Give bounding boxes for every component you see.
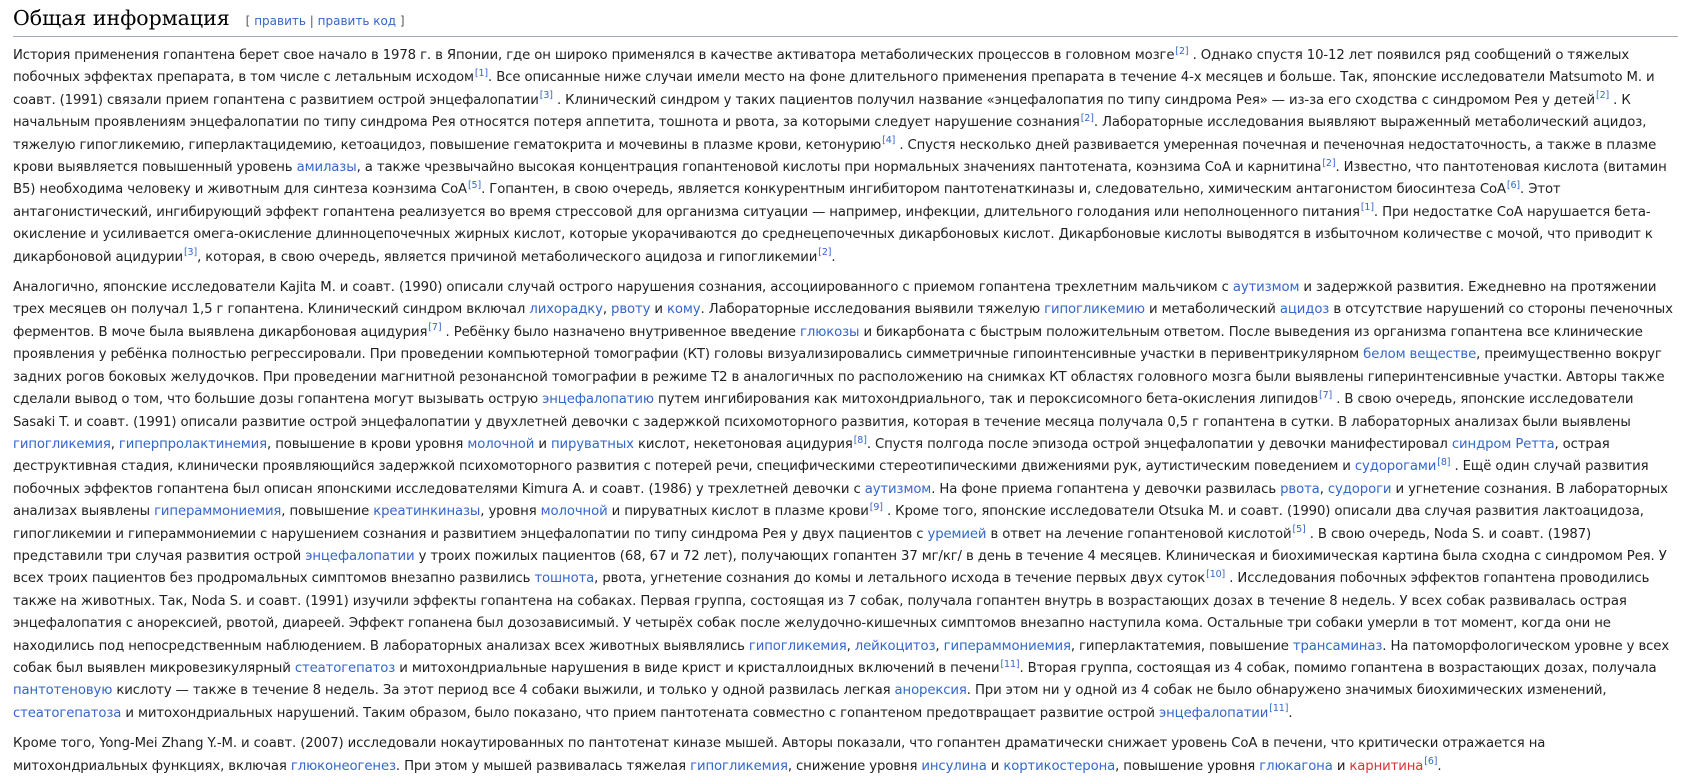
text-run: , bbox=[846, 638, 855, 654]
text-run: . Спустя несколько дней развивается умеренная почечная и печеночная недостаточность, а также в плазме крови выявляется повышенный уровень bbox=[13, 137, 1657, 176]
article-section bbox=[13, 6, 1678, 778]
wiki-link[interactable]: ацидоз bbox=[1279, 302, 1330, 318]
wiki-link[interactable]: уремией bbox=[927, 526, 987, 542]
wiki-link[interactable]: кортикостерона bbox=[1003, 758, 1116, 774]
footnote-ref[interactable]: [1] bbox=[1360, 202, 1374, 214]
text-run: в отсутствие нарушений со стороны печеночных ферментов. В моче была выявлена дикарбоновая ацидурия bbox=[13, 302, 1673, 340]
text-run: , гиперлактатемия, повышение bbox=[1070, 638, 1293, 654]
wiki-link[interactable]: кому bbox=[667, 302, 701, 318]
wiki-link[interactable]: молочной bbox=[467, 436, 535, 452]
text-run: . Гопантен, в свою очередь, является конкурентным ингибитором пантотенаткиназы и, следовательно, химическим антагонистом биосинтеза CoA bbox=[481, 182, 1506, 198]
text-run: . На патоморфологическом уровне у всех собак был выявлен микровезикулярный bbox=[13, 638, 1670, 676]
wiki-link[interactable]: синдром Ретта bbox=[1451, 436, 1555, 452]
wiki-link[interactable]: рвота bbox=[1280, 481, 1320, 497]
paragraph-2 bbox=[13, 277, 1678, 725]
section-heading bbox=[13, 6, 1678, 37]
footnote-ref[interactable]: [7] bbox=[428, 322, 442, 334]
text-run: . Спустя полгода после эпизода острой энцефалопатии у девочки манифестировал bbox=[866, 436, 1452, 452]
footnote-ref[interactable]: [10] bbox=[1206, 568, 1226, 580]
text-run: , повышение в крови уровня bbox=[267, 436, 468, 452]
text-run: и bbox=[1332, 758, 1350, 774]
text-run: . Кроме того, японские исследователи Otsuka M. и соавт. (1990) описали два случая развития лактоацидоза, гипогликемии и гипераммониемии с нарушением сознания и развитием энцефалопатии по типу синдрома Рея у двух пациентов с bbox=[13, 504, 1644, 542]
wiki-link[interactable]: рвоту bbox=[611, 302, 651, 318]
text-run: и митохондриальные нарушения в виде крист и кристаллоидных включений в печени bbox=[395, 660, 1000, 676]
text-run: и bbox=[986, 758, 1004, 774]
text-run: . На фоне приема гопантена у девочки развилась bbox=[931, 481, 1281, 497]
text-run: . Лабораторные исследования выявляют выраженный метаболический ацидоз, тяжелую гипогликемию, гиперлактацидемию, кетоацидоз, повышение гематокрита и мочевины в плазме крови, кетонурию bbox=[13, 115, 1647, 153]
wiki-link[interactable]: молочной bbox=[540, 504, 608, 520]
footnote-ref[interactable]: [5] bbox=[467, 180, 482, 192]
footnote-ref[interactable]: [2] bbox=[1322, 157, 1336, 169]
text-run: Кроме того, Yong-Mei Zhang Y.-M. и соавт. (2007) исследовали нокаутированных по пантотенат киназе мышей. Авторы показали, что гопантен драматически снижает уровень CoA в печени, что критически отражается на митохондриальных функциях, включая bbox=[13, 736, 1546, 774]
footnote-ref[interactable]: [2] bbox=[1175, 45, 1189, 57]
wiki-link[interactable]: гипогликемия bbox=[13, 436, 111, 452]
footnote-ref[interactable]: [2] bbox=[1595, 90, 1610, 102]
text-run: и задержкой развития. Ежедневно на протяжении трех месяцев он получал 1,5 г гопантена. Клинический синдром включал bbox=[13, 280, 1657, 318]
text-run: в ответ на лечение гопантеновой кислотой bbox=[986, 526, 1292, 542]
text-run: . К начальным проявлениям энцефалопатии по типу синдрома Рея относятся потеря аппетита, тошнота и рвота, за которыми следует нарушение сознания bbox=[13, 92, 1631, 131]
wiki-link[interactable]: креатинкиназы bbox=[373, 504, 481, 520]
text-run: . Клинический синдром у таких пациентов получил название «энцефалопатия по типу синдрома Рея» — из-за его сходства с синдромом Рея у детей bbox=[552, 92, 1595, 108]
text-run: . В свою очередь, Noda S. и соавт. (1987) представили три случая развития острой bbox=[13, 526, 1592, 564]
wiki-link[interactable]: трансаминаз bbox=[1292, 638, 1383, 654]
wiki-link[interactable]: судороги bbox=[1327, 481, 1392, 497]
text-run: и bbox=[650, 302, 668, 318]
text-run: , уровня bbox=[480, 504, 541, 520]
wiki-link[interactable]: тошнота bbox=[534, 571, 595, 587]
footnote-ref[interactable]: [11] bbox=[1269, 703, 1289, 715]
text-run: , повышение bbox=[281, 504, 374, 520]
edit-link[interactable]: править bbox=[254, 14, 306, 28]
text-run: . Известно, что пантотеновая кислота (витамин B5) необходима человеку и животным для синтеза коэнзима CoA bbox=[13, 160, 1667, 198]
edit-separator: | bbox=[309, 14, 314, 28]
wiki-link[interactable]: пирувaтных bbox=[550, 436, 634, 452]
wiki-link[interactable]: лихорадку bbox=[529, 302, 603, 318]
text-run: и пирувaтных кислот в плазме крови bbox=[607, 504, 869, 520]
text-run: , а также чрезвычайно высокая концентрация гопантеновой кислоты при нормальных значениях пантотената, коэнзима CoA и карнитина bbox=[356, 160, 1322, 176]
text-run: , bbox=[110, 436, 119, 452]
text-run: . Вторая группа, состоящая из 4 собак, помимо гопантена в возрастающих дозах, получала bbox=[1019, 660, 1657, 676]
wiki-link[interactable]: судорогами bbox=[1354, 459, 1437, 475]
footnote-ref[interactable]: [2] bbox=[818, 247, 832, 259]
wiki-link[interactable]: гиперпролактинемия bbox=[118, 436, 268, 452]
text-run: , bbox=[602, 302, 612, 318]
wiki-link[interactable]: глюкагона bbox=[1259, 758, 1333, 774]
footnote-ref[interactable]: [6] bbox=[1424, 756, 1438, 768]
wiki-link[interactable]: анорексия bbox=[894, 683, 967, 699]
edit-section-links bbox=[246, 14, 405, 28]
wiki-link[interactable]: амилазы bbox=[296, 160, 357, 176]
footnote-ref[interactable]: [9] bbox=[869, 501, 883, 513]
text-run: . Ребёнку было назначено внутривенное введение bbox=[441, 324, 801, 340]
wiki-link[interactable]: аутизмом bbox=[864, 481, 932, 497]
text-run: , снижение уровня bbox=[787, 758, 922, 774]
text-run: История применения гопантена берет свое начало в 1978 г. в Японии, где он широко применялся в качестве активатора метаболических процессов в головном мозге bbox=[13, 48, 1175, 63]
wiki-redlink[interactable]: карнитина bbox=[1349, 758, 1424, 774]
text-run: у троих пожилых пациентов (68, 67 и 72 лет), получающих гопантен 37 мг/кг/ в день в течение 4 месяцев. Клиническая и биохимическая картина была сходна с синдромом Рея. У всех троих пациентов без продромальных симптомов внезапно развились bbox=[13, 548, 1667, 587]
footnote-ref[interactable]: [8] bbox=[1437, 456, 1451, 468]
text-run: и митохондриальных нарушений. Таким образом, было показано, что прием пантотената совместно с гопантеном предотвращает развитие острой bbox=[121, 705, 1159, 721]
wiki-link[interactable]: гипогликемию bbox=[1044, 302, 1145, 318]
footnote-ref[interactable]: [4] bbox=[882, 135, 896, 147]
wiki-link[interactable]: гипераммониемия bbox=[943, 638, 1071, 654]
footnote-ref[interactable]: [7] bbox=[1319, 389, 1333, 401]
wiki-link[interactable]: энцефалопатии bbox=[305, 548, 415, 564]
wiki-link[interactable]: энцефалопатию bbox=[542, 392, 654, 408]
footnote-ref[interactable]: [3] bbox=[539, 90, 553, 102]
text-run: . bbox=[831, 249, 836, 265]
text-run: . bbox=[1288, 705, 1293, 721]
edit-bracket-open: [ bbox=[245, 14, 251, 28]
footnote-ref[interactable]: [2] bbox=[1080, 112, 1094, 124]
text-run: кислот, некетоновая ацидурия bbox=[633, 436, 853, 452]
footnote-ref[interactable]: [5] bbox=[1292, 524, 1306, 536]
text-run: , рвота, угнетение сознания до комы и летального исхода в течение первых двух суток bbox=[594, 571, 1206, 587]
wiki-link[interactable]: глюкозы bbox=[800, 324, 860, 340]
text-run: . В свою очередь, японские исследователи Sasaki T. и соавт. (1991) описали развитие острой энцефалопатии у двухлетней девочки с задержкой психомоторного развития, которая в течение месяца получала 0,5 г гопантена в сутки. В лабораторных анализах были выявлены bbox=[13, 392, 1634, 430]
text-run: , bbox=[1319, 481, 1328, 497]
wiki-link[interactable]: белом веществе bbox=[1363, 347, 1477, 363]
text-run: , bbox=[935, 638, 944, 654]
footnote-ref[interactable]: [11] bbox=[1000, 658, 1020, 670]
footnote-ref[interactable]: [8] bbox=[853, 434, 867, 446]
text-run: . Этот антагонистический, ингибирующий эффект гопантена реализуется во время стрессовой для организма ситуации — например, инфекции, длительного голодания или неполноценного питания bbox=[13, 182, 1561, 220]
text-run: и bbox=[534, 436, 551, 452]
text-run: . Все описанные ниже случаи имели место на фоне длительного применения препарата в течение 4-х месяцев и больше. Так, японские исследователи Matsumoto M. и соавт. (1991) связали прием гопантена с развитием острой энцефалопатии bbox=[13, 70, 1655, 108]
section-title: Общая информация bbox=[13, 6, 230, 30]
text-run: кислоту — также в течение 8 недель. За этот период все 4 собаки выжили, и только у одной развилась легкая bbox=[112, 683, 895, 699]
wiki-link[interactable]: энцефалопатии bbox=[1158, 705, 1269, 721]
wiki-link[interactable]: пантотеновую bbox=[13, 683, 113, 699]
text-run: . При недостатке CoA нарушается бета-окисление и усиливается омега-окисление длинноцепочечных жирных кислот, которые укорачиваются до среднецепочечных дикарбоновых кислот. Дикарбоновые кислоты выводятся в избыточном количестве с мочой, что приводит к дикарбоновой ацидурии bbox=[13, 204, 1653, 265]
text-run: . Лабораторные исследования выявили тяжелую bbox=[700, 302, 1045, 318]
text-run: , преимущественно вокруг задних рогов боковых желудочков. При проведении магнитной резонансной томографии в режиме Т2 в аналогичных по расположению на снимках КТ областях головного мозга были выявлены гиперинтенсивные участки. Авторы также сделали вывод о том, что большие дозы гопантена могут вызывать острую bbox=[13, 347, 1665, 408]
edit-source-link[interactable]: править код bbox=[317, 14, 397, 28]
text-run: и угнетение сознания. В лабораторных анализах выявлены bbox=[13, 481, 1668, 520]
text-run: . Ещё один случай развития побочных эффектов гопантена был описан японскими исследователями Kimura A. и соавт. (1986) у трехлетней девочки с bbox=[13, 459, 1649, 497]
wiki-link[interactable]: стеатогепатоза bbox=[13, 705, 122, 721]
footnote-ref[interactable]: [1] bbox=[474, 68, 489, 79]
wiki-link[interactable]: аутизмом bbox=[1232, 280, 1300, 296]
wiki-link[interactable]: лейкоцитоз bbox=[854, 638, 936, 654]
text-run: путем ингибирования как митохондриального, так и пероксисомного бета-окисления липидов bbox=[653, 392, 1319, 408]
text-run: , острая деструктивная стадия, клинически проявляющийся задержкой психомоторного развития с потерей речи, специфическими стереотипическими движениями рук, аутистическим поведением и bbox=[13, 436, 1610, 475]
wiki-link[interactable]: гипогликемия bbox=[690, 758, 788, 774]
wiki-link[interactable]: гипогликемия bbox=[748, 638, 847, 654]
text-run: . bbox=[1437, 758, 1442, 774]
wiki-link[interactable]: глюконеогенез bbox=[290, 758, 396, 774]
text-run: , повышение уровня bbox=[1115, 758, 1260, 774]
footnote-ref[interactable]: [6] bbox=[1506, 180, 1521, 192]
wiki-link[interactable]: инсулина bbox=[921, 758, 987, 774]
wiki-link[interactable]: стеатогепатоз bbox=[294, 660, 396, 676]
text-run: . Однако спустя 10-12 лет появился ряд сообщений о тяжелых побочных эффектах препарата, в том числе с летальным исходом bbox=[13, 48, 1630, 86]
wiki-link[interactable]: гипераммониемия bbox=[154, 504, 282, 520]
text-run: и бикарбоната с быстрым положительным ответом. После выведения из организма гопантена все клинические проявления у ребёнка полностью регрессировали. При проведении компьютерной томографии (КТ) головы визуализировались симметричные гипоинтенсивные участки в перивентрикулярном bbox=[13, 324, 1643, 363]
paragraph-3 bbox=[13, 733, 1678, 778]
text-run: . Исследования побочных эффектов гопантена проводились также на животных. Так, Noda S. и соавт. (1991) изучили эффекты гопантена на собаках. Первая группа, состоящая из 7 собак, получала гопантен внутрь в возрастающих дозах в течение 8 недель. У всех собак развивалась острая энцефалопатия с анорексией, рвотой, диареей. Эффект гопанена был дозозависимый. У четырёх собак после желудочно-кишечных симптомов внезапно наступила кома. Остальные три собаки умерли в тот момент, когда они не находились под непосредственным наблюдением. В лабораторных анализах всех животных выявлялись bbox=[13, 571, 1650, 654]
paragraph-1 bbox=[13, 45, 1678, 269]
text-run: . При этом ни у одной из 4 собак не было обнаружено значимых биохимических изменений, bbox=[966, 683, 1607, 699]
text-run: и метаболический bbox=[1144, 302, 1280, 318]
text-run: , которая, в свою очередь, является причиной метаболического ацидоза и гипогликемии bbox=[197, 249, 818, 265]
text-run: Аналогично, японские исследователи Kajita M. и соавт. (1990) описали случай острого нарушения сознания, ассоциированного с приемом гопантена трехлетним мальчиком с bbox=[13, 280, 1233, 296]
footnote-ref[interactable]: [3] bbox=[183, 247, 198, 259]
text-run: . При этом у мышей развивалась тяжелая bbox=[395, 758, 691, 774]
edit-bracket-close: ] bbox=[399, 14, 405, 28]
